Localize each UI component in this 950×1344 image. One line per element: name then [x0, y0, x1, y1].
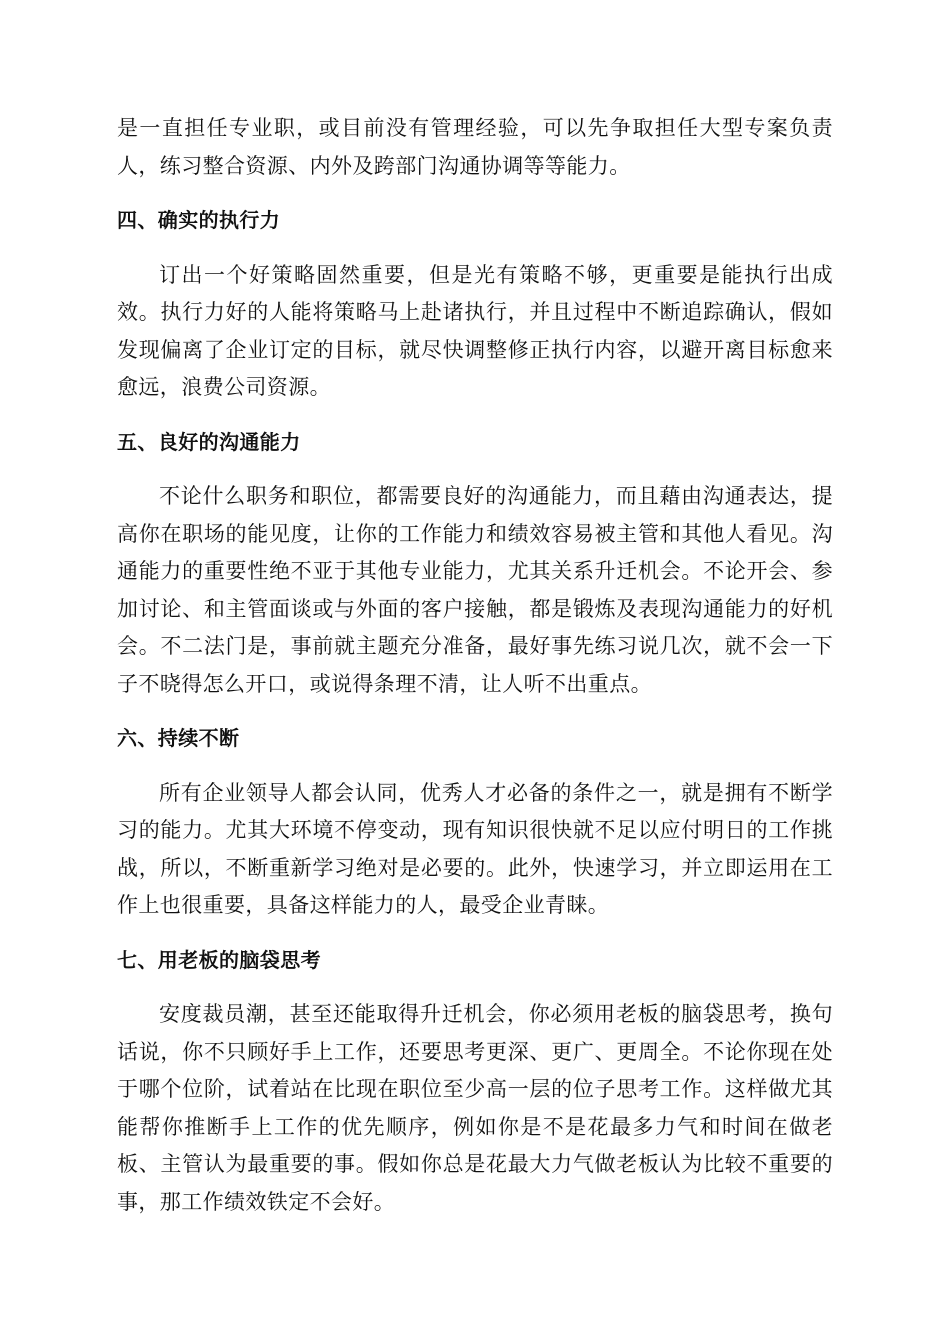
section-body-boss-thinking: 安度裁员潮，甚至还能取得升迁机会，你必须用老板的脑袋思考，换句话说，你不只顾好手上工作，还要思考更深、更广、更周全。不论你现在处于哪个位阶，试着站在比现在职位至少高一层的位子思考工作。这样做尤其能帮你推断手上工作的优先顺序，例如你是不是花最多力气和时间在做老板、主管认为最重要的事。假如你总是花最大力气做老板认为比较不重要的事，那工作绩效铁定不会好。 [117, 1002, 833, 1214]
section-body-communication: 不论什么职务和职位，都需要良好的沟通能力，而且藉由沟通表达，提高你在职场的能见度，让你的工作能力和绩效容易被主管和其他人看见。沟通能力的重要性绝不亚于其他专业能力，尤其关系升迁机会。不论开会、参加讨论、和主管面谈或与外面的客户接触，都是锻炼及表现沟通能力的好机会。不二法门是，事前就主题充分准备，最好事先练习说几次，就不会一下子不晓得怎么开口，或说得条理不清，让人听不出重点。 [117, 484, 833, 696]
section-heading-execution: 四、确实的执行力 [117, 208, 281, 232]
intro-paragraph: 是一直担任专业职，或目前没有管理经验，可以先争取担任大型专案负责人，练习整合资源、内外及跨部门沟通协调等等能力。 [117, 116, 833, 178]
section-body-continuous-learning: 所有企业领导人都会认同，优秀人才必备的条件之一，就是拥有不断学习的能力。尤其大环境不停变动，现有知识很快就不足以应付明日的工作挑战，所以，不断重新学习绝对是必要的。此外，快速学习，并立即运用在工作上也很重要，具备这样能力的人，最受企业青睐。 [117, 780, 833, 917]
document-body [117, 110, 833, 1221]
section-heading-communication: 五、良好的沟通能力 [117, 429, 301, 454]
section-heading-boss-thinking: 七、用老板的脑袋思考 [117, 947, 321, 972]
section-body-execution: 订出一个好策略固然重要，但是光有策略不够，更重要是能执行出成效。执行力好的人能将策略马上赴诸执行，并且过程中不断追踪确认，假如发现偏离了企业订定的目标，就尽快调整修正执行内容，以避开离目标愈来愈远，浪费公司资源。 [117, 262, 833, 399]
section-heading-continuous-learning: 六、持续不断 [117, 726, 240, 750]
